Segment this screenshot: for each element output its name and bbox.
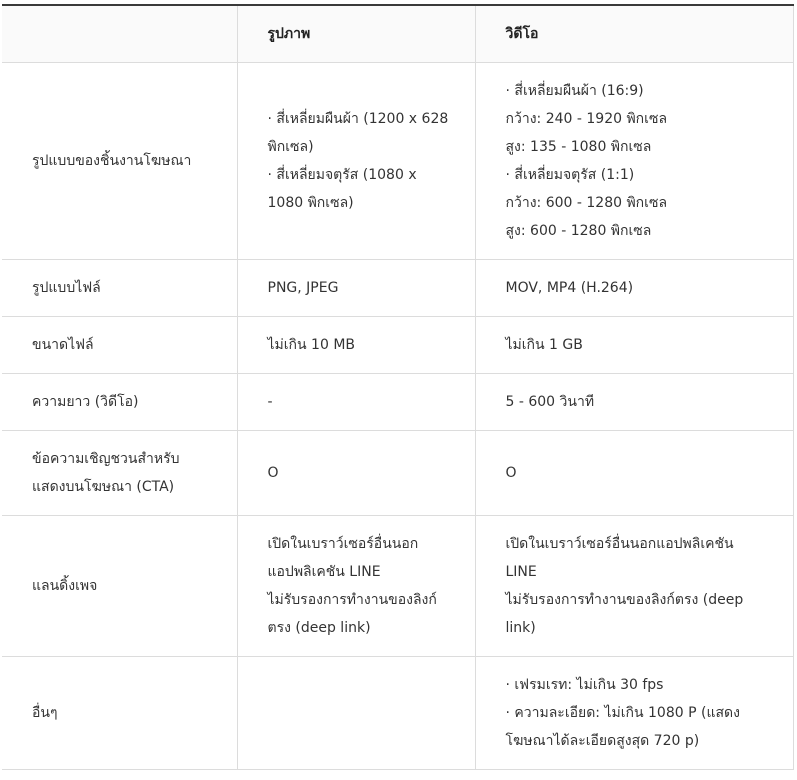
- video-cell: O: [475, 431, 793, 516]
- image-cell: [237, 516, 475, 657]
- cell-line: เปิดในเบราว์เซอร์อื่นนอก: [267, 536, 419, 552]
- image-cell: [237, 63, 475, 260]
- cell-line: สูง: 135 - 1080 พิกเซล: [505, 139, 652, 155]
- cell-line: · สี่เหลี่ยมผืนผ้า (1200 x 628: [267, 111, 449, 127]
- row-label: แลนดิ้งเพจ: [2, 516, 237, 657]
- row-label: อื่นๆ: [2, 657, 237, 770]
- cell-line: 1080 พิกเซล): [267, 195, 354, 211]
- cell-line: · สี่เหลี่ยมจตุรัส (1080 x: [267, 167, 417, 183]
- cell-line: · ความละเอียด: ไม่เกิน 1080 P (แสดง: [505, 705, 740, 721]
- row-label-line: แสดงบนโฆษณา (CTA): [32, 479, 175, 495]
- video-cell: MOV, MP4 (H.264): [475, 260, 793, 317]
- row-label-line: ข้อความเชิญชวนสำหรับ: [32, 451, 180, 467]
- cell-line: · สี่เหลี่ยมผืนผ้า (16:9): [505, 83, 644, 99]
- cell-line: · สี่เหลี่ยมจตุรัส (1:1): [505, 167, 635, 183]
- table-row-ad-format: [2, 63, 793, 260]
- table-row-other: [2, 657, 793, 770]
- table-row-video-length: [2, 374, 793, 431]
- cell-line: · เฟรมเรท: ไม่เกิน 30 fps: [505, 677, 664, 693]
- cell-line: เปิดในเบราว์เซอร์อื่นนอกแอปพลิเคชัน: [505, 536, 734, 552]
- cell-line: พิกเซล): [267, 139, 314, 155]
- cell-line: โฆษณาได้ละเอียดสูงสุด 720 p): [505, 733, 700, 749]
- video-cell: [475, 657, 793, 770]
- video-cell: ไม่เกิน 1 GB: [475, 317, 793, 374]
- table-row-cta: [2, 431, 793, 516]
- row-label: ขนาดไฟล์: [2, 317, 237, 374]
- cell-line: LINE: [505, 564, 537, 580]
- table-row-file-type: [2, 260, 793, 317]
- row-label: รูปแบบไฟล์: [2, 260, 237, 317]
- cell-line: link): [505, 620, 536, 636]
- header-empty: [2, 5, 237, 63]
- cell-line: สูง: 600 - 1280 พิกเซล: [505, 223, 652, 239]
- header-video: วิดีโอ: [475, 5, 793, 63]
- image-cell: ไม่เกิน 10 MB: [237, 317, 475, 374]
- video-cell: [475, 516, 793, 657]
- image-cell: O: [237, 431, 475, 516]
- cell-line: แอปพลิเคชัน LINE: [267, 564, 381, 580]
- table-row-landing-page: [2, 516, 793, 657]
- cell-line: ตรง (deep link): [267, 620, 371, 636]
- cell-line: กว้าง: 600 - 1280 พิกเซล: [505, 195, 668, 211]
- image-cell: PNG, JPEG: [237, 260, 475, 317]
- row-label: [2, 431, 237, 516]
- row-label: ความยาว (วิดีโอ): [2, 374, 237, 431]
- spec-table-container: [2, 4, 793, 770]
- image-cell: -: [237, 374, 475, 431]
- cell-line: ไม่รับรองการทำงานของลิงก์: [267, 592, 437, 608]
- ad-spec-table: [2, 4, 794, 770]
- image-cell: [237, 657, 475, 770]
- video-cell: 5 - 600 วินาที: [475, 374, 793, 431]
- cell-line: กว้าง: 240 - 1920 พิกเซล: [505, 111, 668, 127]
- cell-line: ไม่รับรองการทำงานของลิงก์ตรง (deep: [505, 592, 744, 608]
- table-header-row: [2, 5, 793, 63]
- row-label: รูปแบบของชิ้นงานโฆษณา: [2, 63, 237, 260]
- header-image: รูปภาพ: [237, 5, 475, 63]
- video-cell: [475, 63, 793, 260]
- table-row-file-size: [2, 317, 793, 374]
